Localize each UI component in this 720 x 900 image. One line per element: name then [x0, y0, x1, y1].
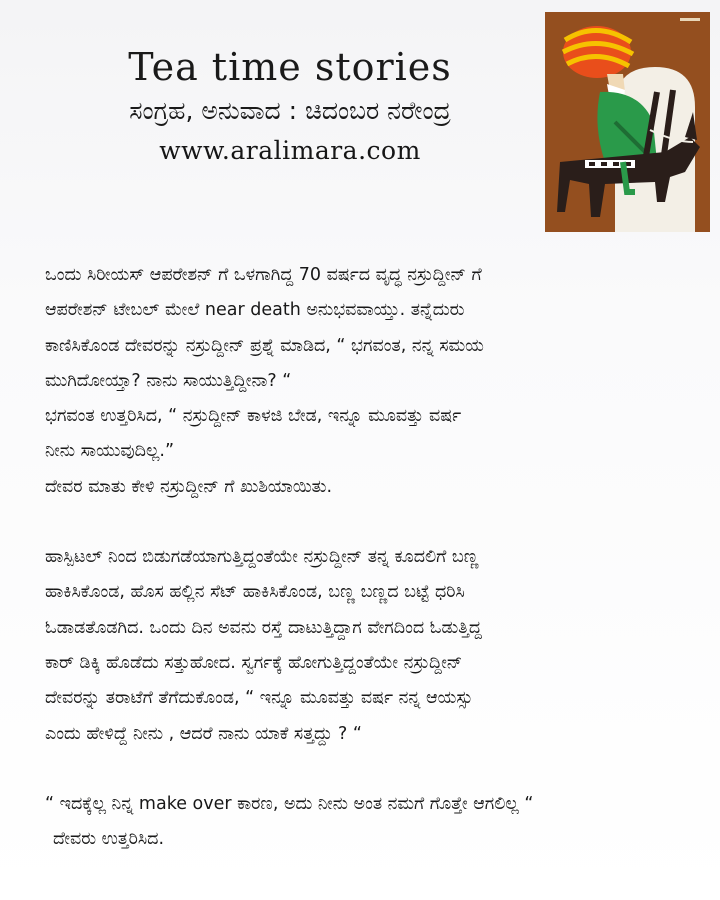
story-line: ಆಪರೇಶನ್ ಟೇಬಲ್ ಮೇಲೆ near death ಅನುಭವವಾಯ್ತು. ತನ್ನೆದುರು: [45, 300, 465, 321]
story-line: ಒಂದು ಸಿರೀಯಸ್ ಆಪರೇಶನ್ ಗೆ ಒಳಗಾಗಿದ್ದ 70 ವರ್ಷದ ವೃದ್ಧ ನಸ್ರುದ್ದೀನ್ ಗೆ: [45, 265, 482, 285]
story-line: ದೇವರನ್ನು ತರಾಟೆಗೆ ತೆಗೆದುಕೊಂಡ, “ ಇನ್ನೂ ಮೂವತ್ತು ವರ್ಷ ನನ್ನ ಆಯಸ್ಸು: [45, 688, 473, 709]
story-line: ಹಾಕಿಸಿಕೊಂಡ, ಹೊಸ ಹಲ್ಲಿನ ಸೆಟ್ ಹಾಕಿಸಿಕೊಂಡ, ಬಣ್ಣ ಬಣ್ಣದ ಬಟ್ಟೆ ಧರಿಸಿ: [45, 582, 465, 603]
story-line: ದೇವರು ಉತ್ತರಿಸಿದ.: [53, 829, 165, 850]
story-paragraph-3: [45, 787, 695, 858]
story-paragraph-2: [45, 540, 695, 752]
website-link[interactable]: www.aralimara.com: [159, 136, 421, 165]
story-body: [45, 258, 695, 857]
page-title: Tea time stories: [128, 45, 452, 89]
illustration-nasruddin-on-donkey-icon: [545, 12, 710, 232]
story-line: ಎಂದು ಹೇಳಿದ್ದೆ ನೀನು , ಆದರೆ ನಾನು ಯಾಕೆ ಸತ್ತದ್ದು ? “: [45, 723, 362, 744]
page-subtitle: ಸಂಗ್ರಹ, ಅನುವಾದ : ಚಿದಂಬರ ನರೇಂದ್ರ: [129, 96, 451, 125]
story-line: ಕಾರ್ ಡಿಕ್ಕಿ ಹೊಡೆದು ಸತ್ತುಹೋದ. ಸ್ವರ್ಗಕ್ಕೆ ಹೋಗುತ್ತಿದ್ದಂತೆಯೇ ನಸ್ರುದ್ದೀನ್: [45, 652, 463, 673]
story-line: ನೀನು ಸಾಯುವುದಿಲ್ಲ.”: [45, 441, 175, 462]
story-line: ಮುಗಿದೋಯ್ತಾ? ನಾನು ಸಾಯುತ್ತಿದ್ದೀನಾ? “: [45, 370, 292, 391]
story-line: “ ಇದಕ್ಕೆಲ್ಲ ನಿನ್ನ make over ಕಾರಣ, ಅದು ನೀನು ಅಂತ ನಮಗೆ ಗೊತ್ತೇ ಆಗಲಿಲ್ಲ “: [45, 793, 534, 814]
header: [40, 38, 540, 170]
story-paragraph-1: [45, 258, 695, 505]
story-line: ಹಾಸ್ಪಿಟಲ್ ನಿಂದ ಬಿಡುಗಡೆಯಾಗುತ್ತಿದ್ದಂತೆಯೇ ನಸ್ರುದ್ದೀನ್ ತನ್ನ ಕೂದಲಿಗೆ ಬಣ್ಣ: [45, 547, 479, 568]
story-line: ಓಡಾಡತೊಡಗಿದ. ಒಂದು ದಿನ ಅವನು ರಸ್ತೆ ದಾಟುತ್ತಿದ್ದಾಗ ವೇಗದಿಂದ ಓಡುತ್ತಿದ್ದ: [45, 617, 482, 638]
story-line: ಭಗವಂತ ಉತ್ತರಿಸಿದ, “ ನಸ್ರುದ್ದೀನ್ ಕಾಳಜಿ ಬೇಡ, ಇನ್ನೂ ಮೂವತ್ತು ವರ್ಷ: [45, 406, 462, 427]
story-line: ದೇವರ ಮಾತು ಕೇಳಿ ನಸ್ರುದ್ದೀನ್ ಗೆ ಖುಶಿಯಾಯಿತು.: [45, 476, 333, 497]
cover-illustration: [545, 12, 710, 232]
story-line: ಕಾಣಿಸಿಕೊಂಡ ದೇವರನ್ನು ನಸ್ರುದ್ದೀನ್ ಪ್ರಶ್ನೆ ಮಾಡಿದ, “ ಭಗವಂತ, ನನ್ನ ಸಮಯ: [45, 335, 484, 356]
